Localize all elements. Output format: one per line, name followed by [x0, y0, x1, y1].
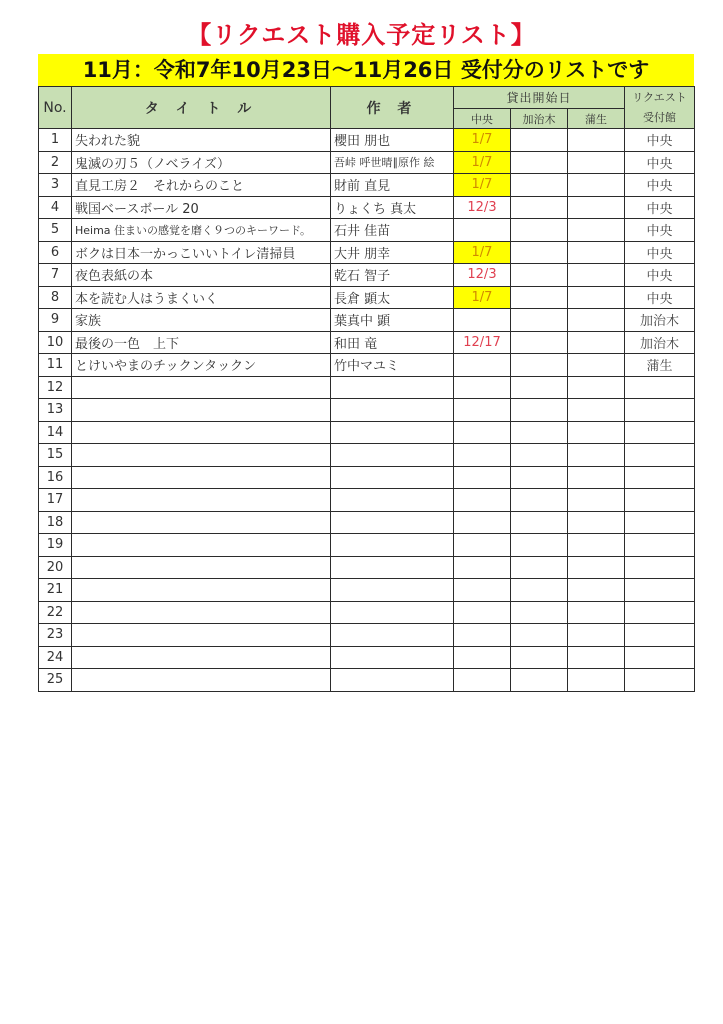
row-number: 22 [39, 601, 72, 624]
table-row [39, 669, 695, 692]
author-cell: 吾峠 呼世晴∥原作 絵 [331, 151, 454, 174]
request-library-cell [625, 399, 695, 422]
author-cell [331, 466, 454, 489]
loan-date-kamou [568, 331, 625, 354]
author-cell [331, 444, 454, 467]
title-cell: 失われた貌 [72, 129, 331, 152]
title-cell [72, 534, 331, 557]
header-request-library [625, 87, 695, 129]
loan-date-kajiki [511, 466, 568, 489]
title-cell [72, 624, 331, 647]
row-number: 8 [39, 286, 72, 309]
loan-date-kamou [568, 309, 625, 332]
title-cell [72, 556, 331, 579]
request-table [38, 86, 695, 692]
title-cell [72, 579, 331, 602]
row-number: 3 [39, 174, 72, 197]
row-number: 5 [39, 219, 72, 242]
loan-date-chuo: 1/7 [454, 151, 511, 174]
request-library-cell: 中央 [625, 286, 695, 309]
row-number: 20 [39, 556, 72, 579]
loan-date-chuo [454, 601, 511, 624]
loan-date-chuo [454, 646, 511, 669]
row-number: 18 [39, 511, 72, 534]
loan-date-chuo [454, 399, 511, 422]
author-cell: 長倉 顕太 [331, 286, 454, 309]
request-library-cell [625, 444, 695, 467]
header-branch-kajiki: 加治木 [511, 109, 568, 129]
loan-date-chuo: 1/7 [454, 286, 511, 309]
loan-date-kajiki [511, 219, 568, 242]
loan-date-kamou [568, 174, 625, 197]
table-row [39, 174, 695, 197]
period-banner: 11月：令和7年10月23日～11月26日 受付分のリストです [38, 54, 694, 86]
row-number: 23 [39, 624, 72, 647]
loan-date-kamou [568, 534, 625, 557]
author-cell [331, 421, 454, 444]
table-row [39, 601, 695, 624]
loan-date-kajiki [511, 174, 568, 197]
title-cell: Heima 住まいの感覚を磨く９つのキーワード。 [72, 219, 331, 242]
author-cell: 石井 佳苗 [331, 219, 454, 242]
loan-date-kajiki [511, 669, 568, 692]
loan-date-chuo: 1/7 [454, 129, 511, 152]
author-cell: 大井 朋幸 [331, 241, 454, 264]
loan-date-chuo: 12/17 [454, 331, 511, 354]
loan-date-chuo [454, 669, 511, 692]
author-cell [331, 399, 454, 422]
loan-date-chuo [454, 489, 511, 512]
row-number: 7 [39, 264, 72, 287]
request-library-cell [625, 646, 695, 669]
row-number: 10 [39, 331, 72, 354]
header-request-line1: リクエスト [632, 90, 687, 104]
loan-date-kajiki [511, 331, 568, 354]
table-row [39, 286, 695, 309]
loan-date-kamou [568, 579, 625, 602]
table-row [39, 196, 695, 219]
table-body [39, 129, 695, 692]
loan-date-kajiki [511, 444, 568, 467]
row-number: 15 [39, 444, 72, 467]
loan-date-kamou [568, 241, 625, 264]
loan-date-kajiki [511, 399, 568, 422]
loan-date-kamou [568, 219, 625, 242]
loan-date-kamou [568, 151, 625, 174]
loan-date-kajiki [511, 624, 568, 647]
request-library-cell [625, 556, 695, 579]
loan-date-chuo: 1/7 [454, 241, 511, 264]
loan-date-kamou [568, 444, 625, 467]
header-title: タ イ ト ル [72, 87, 331, 129]
request-library-cell [625, 669, 695, 692]
document-title: 【リクエスト購入予定リスト】 [187, 21, 536, 49]
loan-date-kajiki [511, 601, 568, 624]
title-cell: 夜色表紙の本 [72, 264, 331, 287]
loan-date-chuo [454, 421, 511, 444]
loan-date-kamou [568, 669, 625, 692]
table-row [39, 219, 695, 242]
request-library-cell [625, 421, 695, 444]
loan-date-kamou [568, 129, 625, 152]
loan-date-chuo [454, 534, 511, 557]
request-library-cell: 加治木 [625, 331, 695, 354]
request-library-cell [625, 376, 695, 399]
title-cell [72, 669, 331, 692]
row-number: 21 [39, 579, 72, 602]
loan-date-kamou [568, 264, 625, 287]
row-number: 2 [39, 151, 72, 174]
author-cell [331, 489, 454, 512]
table-row [39, 151, 695, 174]
table-row [39, 264, 695, 287]
title-cell: とけいやまのチックンタックン [72, 354, 331, 377]
author-cell [331, 601, 454, 624]
author-cell: 葉真中 顕 [331, 309, 454, 332]
loan-date-chuo [454, 309, 511, 332]
title-cell [72, 376, 331, 399]
table-row [39, 354, 695, 377]
request-library-cell: 中央 [625, 219, 695, 242]
table-row [39, 646, 695, 669]
row-number: 24 [39, 646, 72, 669]
row-number: 9 [39, 309, 72, 332]
loan-date-kajiki [511, 646, 568, 669]
author-cell [331, 624, 454, 647]
table-row [39, 421, 695, 444]
loan-date-kajiki [511, 421, 568, 444]
table-row [39, 556, 695, 579]
loan-date-kamou [568, 466, 625, 489]
title-cell [72, 421, 331, 444]
loan-date-kajiki [511, 264, 568, 287]
table-row [39, 331, 695, 354]
table-row [39, 309, 695, 332]
request-library-cell: 中央 [625, 151, 695, 174]
table-row [39, 579, 695, 602]
loan-date-kamou [568, 286, 625, 309]
loan-date-kamou [568, 376, 625, 399]
row-number: 14 [39, 421, 72, 444]
title-cell: 家族 [72, 309, 331, 332]
table-row [39, 241, 695, 264]
title-cell: 直見工房２ それからのこと [72, 174, 331, 197]
header-branch-chuo: 中央 [454, 109, 511, 129]
request-library-cell [625, 466, 695, 489]
loan-date-chuo [454, 219, 511, 242]
request-library-cell: 中央 [625, 129, 695, 152]
table-row [39, 511, 695, 534]
author-cell [331, 669, 454, 692]
header-no: No. [39, 87, 72, 129]
loan-date-kamou [568, 624, 625, 647]
header-request-line2: 受付館 [643, 110, 677, 124]
loan-date-kajiki [511, 196, 568, 219]
request-library-cell [625, 511, 695, 534]
table-row [39, 624, 695, 647]
request-library-cell [625, 579, 695, 602]
author-cell [331, 646, 454, 669]
loan-date-chuo [454, 624, 511, 647]
row-number: 13 [39, 399, 72, 422]
title-cell [72, 511, 331, 534]
request-library-cell [625, 534, 695, 557]
loan-date-chuo [454, 444, 511, 467]
author-cell [331, 376, 454, 399]
row-number: 19 [39, 534, 72, 557]
request-library-cell: 中央 [625, 196, 695, 219]
title-cell [72, 646, 331, 669]
title-cell [72, 466, 331, 489]
loan-date-kamou [568, 399, 625, 422]
request-library-cell [625, 489, 695, 512]
loan-date-kajiki [511, 556, 568, 579]
title-cell [72, 489, 331, 512]
table-row [39, 489, 695, 512]
title-cell: 戦国ベースボール 20 [72, 196, 331, 219]
row-number: 6 [39, 241, 72, 264]
loan-date-kajiki [511, 376, 568, 399]
loan-date-kamou [568, 489, 625, 512]
loan-date-chuo [454, 579, 511, 602]
author-cell: 財前 直見 [331, 174, 454, 197]
title-cell: 最後の一色 上下 [72, 331, 331, 354]
table-row [39, 129, 695, 152]
loan-date-chuo [454, 466, 511, 489]
title-cell [72, 444, 331, 467]
loan-date-kajiki [511, 309, 568, 332]
loan-date-kamou [568, 196, 625, 219]
loan-date-kajiki [511, 354, 568, 377]
request-library-cell: 蒲生 [625, 354, 695, 377]
loan-date-kajiki [511, 511, 568, 534]
loan-date-kamou [568, 646, 625, 669]
loan-date-chuo [454, 556, 511, 579]
loan-date-kamou [568, 421, 625, 444]
author-cell: 櫻田 朋也 [331, 129, 454, 152]
request-library-cell [625, 601, 695, 624]
loan-date-kajiki [511, 534, 568, 557]
header-author: 作 者 [331, 87, 454, 129]
row-number: 16 [39, 466, 72, 489]
loan-date-chuo [454, 511, 511, 534]
author-cell: 乾石 智子 [331, 264, 454, 287]
row-number: 17 [39, 489, 72, 512]
table-row [39, 466, 695, 489]
loan-date-kajiki [511, 489, 568, 512]
author-cell: 竹中マユミ [331, 354, 454, 377]
request-library-cell: 中央 [625, 264, 695, 287]
author-cell [331, 511, 454, 534]
title-cell [72, 601, 331, 624]
table-row [39, 376, 695, 399]
loan-date-kajiki [511, 579, 568, 602]
title-cell: 本を読む人はうまくいく [72, 286, 331, 309]
author-cell [331, 534, 454, 557]
title-cell [72, 399, 331, 422]
table-row [39, 534, 695, 557]
header-loan-start: 貸出開始日 [454, 87, 625, 109]
request-library-cell: 加治木 [625, 309, 695, 332]
header-branch-kamou: 蒲生 [568, 109, 625, 129]
loan-date-chuo: 1/7 [454, 174, 511, 197]
loan-date-kamou [568, 511, 625, 534]
loan-date-kamou [568, 354, 625, 377]
row-number: 4 [39, 196, 72, 219]
request-library-cell: 中央 [625, 241, 695, 264]
row-number: 1 [39, 129, 72, 152]
loan-date-kamou [568, 601, 625, 624]
loan-date-chuo: 12/3 [454, 196, 511, 219]
author-cell: りょくち 真太 [331, 196, 454, 219]
loan-date-chuo [454, 376, 511, 399]
request-library-cell [625, 624, 695, 647]
author-cell [331, 556, 454, 579]
row-number: 12 [39, 376, 72, 399]
row-number: 25 [39, 669, 72, 692]
author-cell: 和田 竜 [331, 331, 454, 354]
loan-date-kajiki [511, 241, 568, 264]
loan-date-kajiki [511, 286, 568, 309]
author-cell [331, 579, 454, 602]
title-cell: 鬼滅の刃５（ノベライズ） [72, 151, 331, 174]
loan-date-kajiki [511, 129, 568, 152]
loan-date-chuo [454, 354, 511, 377]
loan-date-kajiki [511, 151, 568, 174]
table-row [39, 444, 695, 467]
table-row [39, 399, 695, 422]
loan-date-kamou [568, 556, 625, 579]
row-number: 11 [39, 354, 72, 377]
title-cell: ボクは日本一かっこいいトイレ清掃員 [72, 241, 331, 264]
loan-date-chuo: 12/3 [454, 264, 511, 287]
request-library-cell: 中央 [625, 174, 695, 197]
